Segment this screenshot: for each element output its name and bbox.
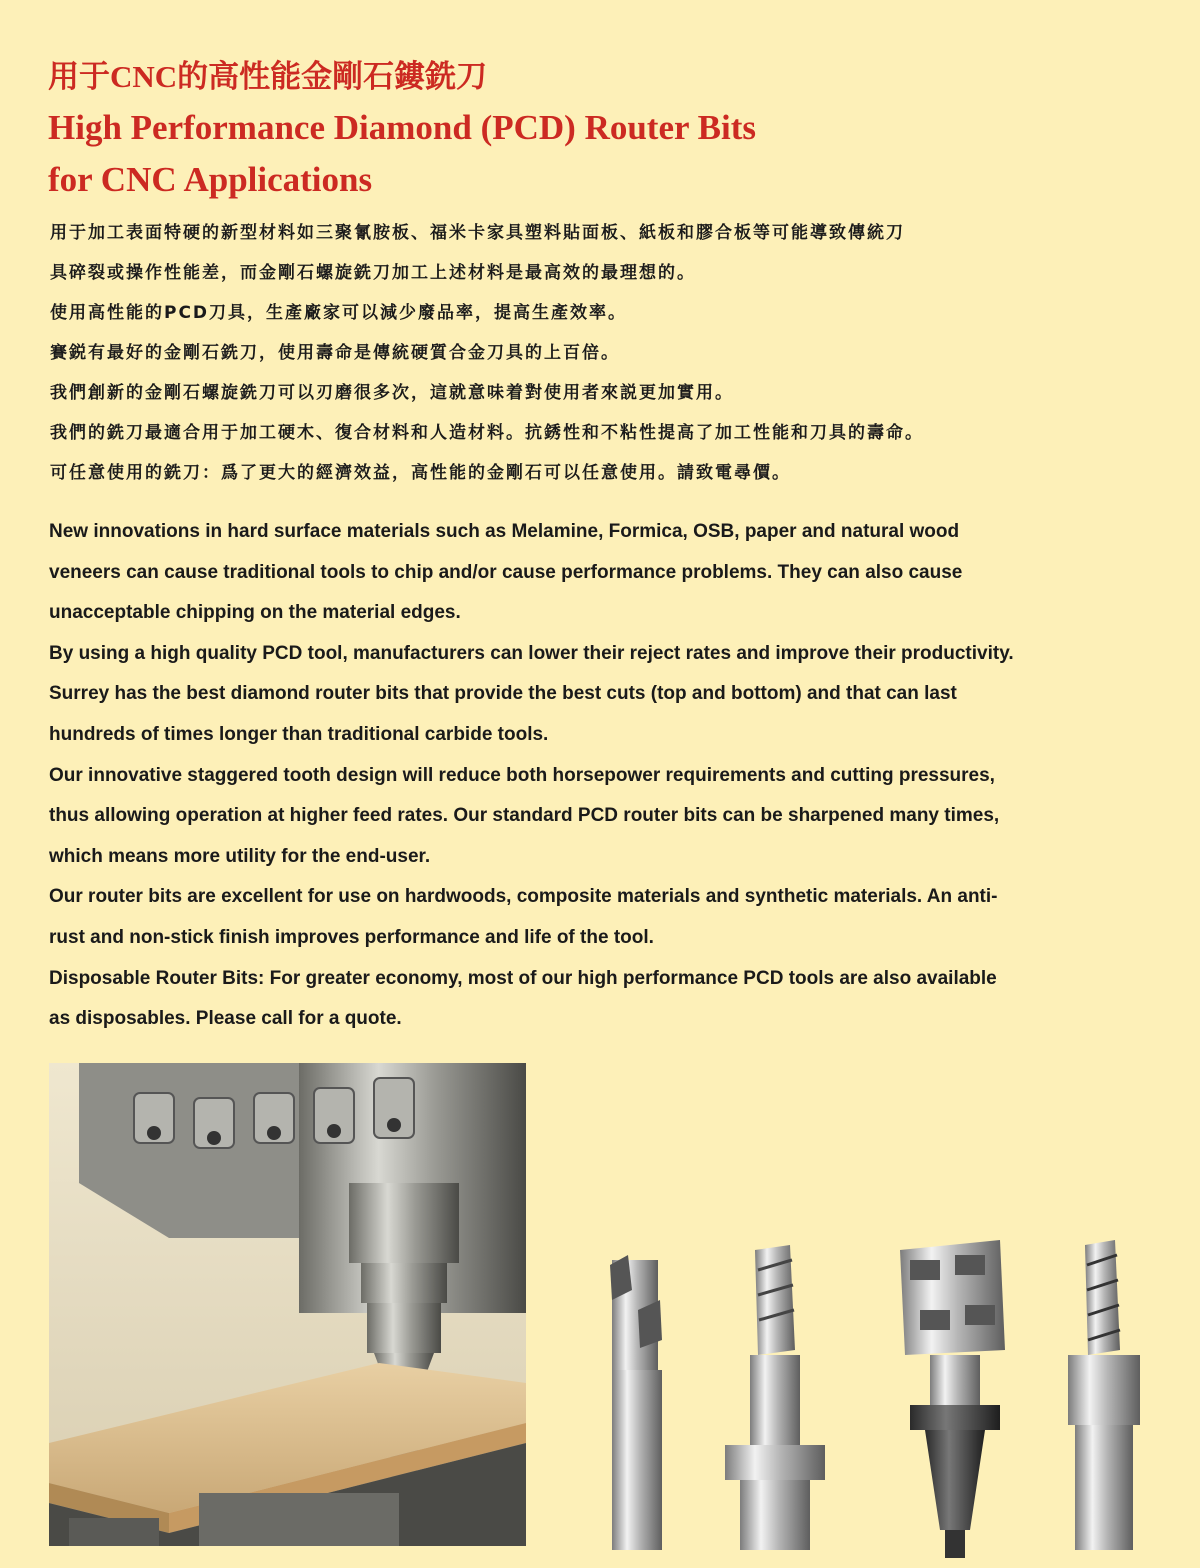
router-bit-hsk-icon xyxy=(725,1245,825,1550)
title-english-line-2: for CNC Applications xyxy=(48,160,373,199)
english-line: as disposables. Please call for a quote. xyxy=(49,1008,402,1030)
english-line: thus allowing operation at higher feed rates. Our standard PCD router bits can be sharpened many times, xyxy=(49,805,1000,827)
chinese-line: 我們創新的金剛石螺旋銑刀可以刃磨很多次，這就意味着對使用者來説更加實用。 xyxy=(50,383,734,403)
chinese-line: 可任意使用的銑刀：爲了更大的經濟效益，高性能的金剛石可以任意使用。請致電尋價。 xyxy=(50,463,791,483)
chinese-line: 我們的銑刀最適合用于加工硬木、復合材料和人造材料。抗銹性和不粘性提高了加工性能和刀具的壽命。 xyxy=(50,423,924,443)
page-title xyxy=(48,52,756,206)
english-line: rust and non-stick finish improves performance and life of the tool. xyxy=(49,926,654,948)
router-bit-taper-holder-icon xyxy=(900,1240,1005,1558)
router-bit-spiral-icon xyxy=(1068,1240,1140,1550)
english-line: Our innovative staggered tooth design will reduce both horsepower requirements and cutting pressures, xyxy=(49,764,995,786)
router-bits-gallery xyxy=(590,1230,1160,1560)
chinese-description xyxy=(50,213,1160,493)
english-line: unacceptable chipping on the material edges. xyxy=(49,602,461,624)
chinese-line: 使用高性能的PCD刀具，生產廠家可以減少廢品率，提高生產效率。 xyxy=(50,303,628,323)
chinese-line: 賽鋭有最好的金剛石銑刀，使用壽命是傳統硬質合金刀具的上百倍。 xyxy=(50,343,620,363)
english-line: Surrey has the best diamond router bits that provide the best cuts (top and bottom) and that can last xyxy=(49,683,957,705)
english-line: Our router bits are excellent for use on hardwoods, composite materials and synthetic materials. An anti- xyxy=(49,886,998,908)
english-line: veneers can cause traditional tools to chip and/or cause performance problems. They can also cause xyxy=(49,561,963,583)
english-line: hundreds of times longer than traditional carbide tools. xyxy=(49,723,549,745)
english-line: New innovations in hard surface materials such as Melamine, Formica, OSB, paper and natural wood xyxy=(49,521,960,542)
chinese-line: 用于加工表面特硬的新型材料如三聚氰胺板、福米卡家具塑料貼面板、紙板和膠合板等可能導致傳統刀 xyxy=(50,223,905,243)
cnc-machine-photo xyxy=(49,1063,526,1546)
title-english-line-1: High Performance Diamond (PCD) Router Bits xyxy=(48,108,756,147)
router-bit-straight-icon xyxy=(610,1255,662,1550)
english-line: Disposable Router Bits: For greater economy, most of our high performance PCD tools are also available xyxy=(49,967,997,989)
english-line: By using a high quality PCD tool, manufacturers can lower their reject rates and improve their productivity. xyxy=(49,642,1014,664)
title-chinese: 用于CNC的高性能金剛石鏤銑刀 xyxy=(48,59,488,94)
english-description xyxy=(49,512,1159,1040)
chinese-line: 具碎裂或操作性能差，而金剛石螺旋銑刀加工上述材料是最高效的最理想的。 xyxy=(50,263,696,283)
english-line: which means more utility for the end-user. xyxy=(49,845,431,867)
